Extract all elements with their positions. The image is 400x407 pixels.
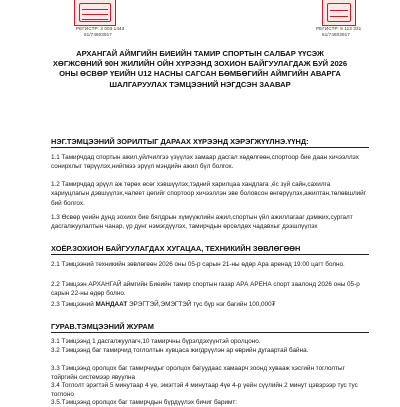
- section3-item: 3.5.Тэмцээнд оролцох баг тамирчдын бүрдүүлэх бичиг баримт:: [51, 399, 238, 406]
- right-phone: 51/74603917: [322, 32, 350, 37]
- fee-prefix: 2.3 Тэмцээний: [51, 301, 96, 308]
- section2-item-fee: [51, 300, 369, 309]
- section3-heading: ГУРАВ.ТЭМЦЭЭНИЙ ЖУРАМ: [51, 322, 154, 331]
- section1-item: 1.1 Тамирчдад спортын ажил,уйлчилгээ үзүүлэх замаар дасгал хөдөлгөөн,спортоор бие даан хичээллэх сонирхлыг төрүүлэх,нийгмээ эрүүл мэндийн ажил бүл болгох.: [51, 154, 359, 171]
- title-line: ОНЫ ӨСВӨР ҮЕИЙН U12 НАСНЫ САГСАН БӨМБӨГИЙН АЙМГИЙН АВАРГА: [59, 69, 341, 79]
- left-official-stamp: [74, 0, 116, 26]
- left-stamp-line: [82, 14, 108, 15]
- right-registration: РЕГИСТР: 9 113 331: [316, 26, 362, 31]
- section2-item: 2.1 Тэмцээний техникийн зөвлөгөөн 2026 оны 05-р сарын 21-ны өдөр Ара аренад 19:00 цагт болно.: [51, 261, 345, 268]
- section1-divider: [51, 147, 369, 148]
- section1-heading: НЭГ.ТЭМЦЭЭНИЙ ЗОРИЛТЫГ ДАРААХ ХҮРЭЭНД ХЭРЭГЖҮҮЛНЭ.ҮҮНД:: [51, 137, 309, 146]
- fee-bold-label: МАНДААТ: [95, 301, 128, 308]
- section2-divider: [51, 254, 369, 255]
- section3-divider: [51, 332, 369, 333]
- left-stamp-line: [82, 9, 108, 10]
- title-line: ХӨГЖСӨНИЙ 90Н ЖИЛИЙН ОЙН ХҮРЭЭНД ЗОХИОН БАЙГУУЛАГДАЖ БУЙ 2026: [52, 59, 348, 69]
- fee-suffix: ЭРЭГТЭЙ,ЭМЭГТЭЙ түс бүр нэг багийн 100,000₮: [127, 301, 276, 308]
- right-stamp-line: [330, 16, 348, 17]
- section3-item: 3.4 Тоглолт эрэгтэй 5 минутаар 4 үе, эмэгтэй 4 минутаар 4үе 4-р үейн сүүлийн 2 минут цэвэрээр тус тус тоглоно: [51, 382, 358, 399]
- section1-item: 1.3 Өсвөр үеийн дунд зохиох бие бялдрын хүмүүжлийн ажил,спортын үйл ажиллагааг дэмжих,сургалт дасгалжуулалтын чанар, үр дунг нэмэгдүүлэх, тамирчдын өрсөлдөх чадавхыг дээшлүүлэх: [51, 214, 353, 231]
- right-stamp-line: [330, 10, 348, 11]
- section3-item: 3.1 Тэмцээнд 1 дасгалжуулагч,10 тамирчны бүрэлдэхүүнтэй оролцоно.: [51, 338, 261, 345]
- section3-item: 3.3 Тэмцээнд оролцох баг тамирчидыг оролцох багуудаас хамаарч зоонд хувааж хэсгийн тоглолтыг тойргийн системээр явуулна: [51, 365, 345, 382]
- title-line: АРХАНГАЙ АЙМГИЙН БИЕИЙН ТАМИР СПОРТЫН САЛБАР ҮҮСЭЖ: [76, 49, 324, 58]
- left-registration: РЕГИСТР: 3 003 1443: [76, 26, 125, 31]
- right-official-stamp: [322, 0, 356, 26]
- document-title: [14, 49, 386, 90]
- section2-item: 2.2 Тэмцээн АРХАНГАЙ аймгийн Биеийн тамир спортын газар АРА АРЕНА спорт заалонд 2026 оны 05-р сарын 22-ны өдөр болно.: [51, 281, 360, 298]
- section1-item: 1.2 Тамирчдад эрүүл аж төрөх өсөг хэвшүүлэх,тэдний харилцаа хандлага ,ёс зүй сайн,сахилга хариуцлагын дэвшүүлэх,чалеет цөгийг спортоор хичээллэн эве боловсон өнгөрүүлэх,ажилтан,төлөвшлийг бий болгох.: [51, 181, 367, 207]
- section2-heading: ХОЁР.ЗОХИОН БАЙГУУЛАГДАХ ХУГАЦАА, ТЕХНИКИЙН ЗӨВЛӨГӨӨН: [51, 244, 301, 253]
- left-stamp-line: [82, 19, 108, 20]
- left-phone: 51/74603917: [84, 32, 112, 37]
- title-line: ШАЛГАРУУЛАХ ТЭМЦЭЭНИЙ НЭГДСЭН ЗААВАР: [109, 79, 291, 89]
- right-stamp-border: [327, 3, 351, 22]
- section3-item: 3.2 Тэмцээнд баг тамирчид тоглолтын хувцаса жигдрүүлэн ар өврийн дугаартай байна.: [51, 347, 309, 354]
